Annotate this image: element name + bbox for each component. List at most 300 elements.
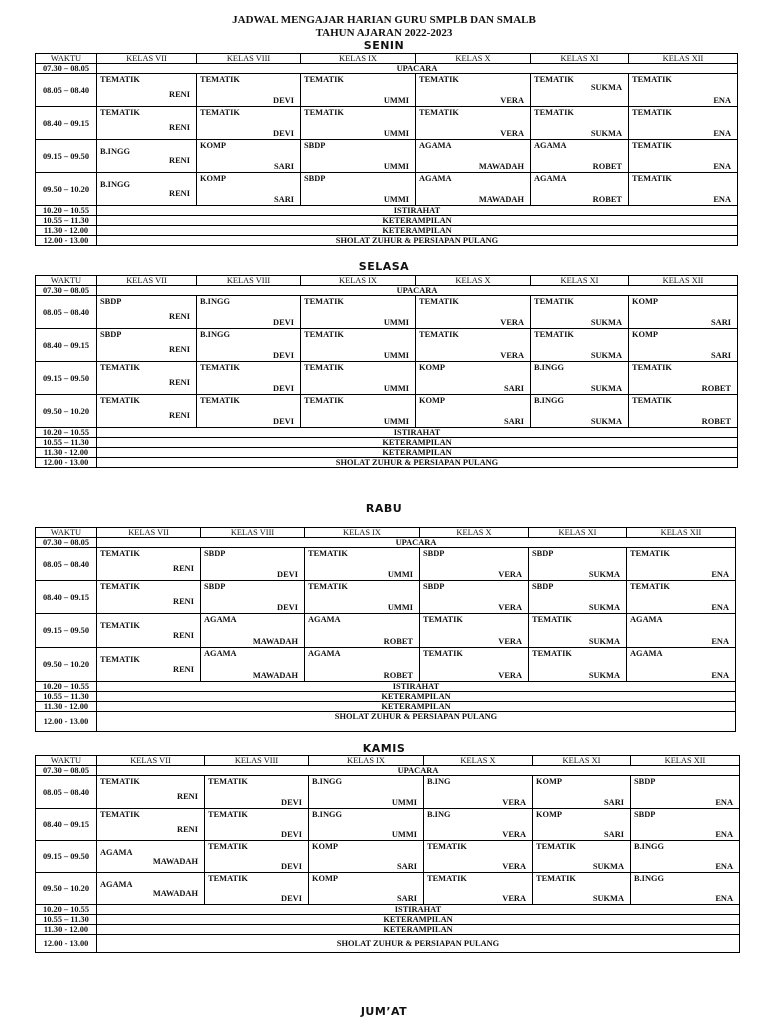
time-cell: 09.15 – 09.50 (36, 841, 97, 873)
teacher-name: SUKMA (590, 384, 622, 393)
lesson-cell (631, 841, 740, 873)
teacher-name: VERA (500, 351, 524, 360)
column-header: KELAS IX (305, 528, 420, 538)
teacher-name: UMMI (383, 129, 409, 138)
subject-label: TEMATIK (630, 549, 670, 558)
teacher-name: ENA (713, 96, 731, 105)
teacher-name: RENI (169, 123, 190, 132)
lesson-row (36, 873, 740, 905)
schedule-table-rabu (35, 527, 736, 732)
subject-label: SBDP (100, 330, 122, 339)
activity-label: ISTIRAHAT (97, 682, 736, 692)
teacher-name: SARI (273, 195, 294, 204)
break-row (36, 428, 738, 438)
subject-label: TEMATIK (100, 777, 140, 786)
subject-label: TEMATIK (208, 777, 248, 786)
subject-label: TEMATIK (100, 75, 140, 84)
subject-label: TEMATIK (208, 874, 248, 883)
column-header: KELAS VIII (197, 276, 301, 286)
teacher-name: ROBET (383, 637, 413, 646)
teacher-name: SARI (273, 162, 294, 171)
lesson-cell (531, 107, 629, 140)
subject-label: TEMATIK (419, 108, 459, 117)
lesson-cell (629, 107, 738, 140)
teacher-name: DEVI (273, 318, 294, 327)
header-row (36, 756, 740, 766)
subject-label: B.INGG (100, 147, 131, 156)
break-row (36, 206, 738, 216)
lesson-cell (197, 74, 301, 107)
subject-label: B.ING (427, 810, 451, 819)
time-cell: 07.30 – 08.05 (36, 286, 97, 296)
lesson-cell (627, 648, 736, 682)
lesson-row (36, 173, 738, 206)
time-cell: 10.20 – 10.55 (36, 428, 97, 438)
subject-label: TEMATIK (100, 655, 140, 664)
teacher-name: ENA (713, 162, 731, 171)
time-cell: 09.15 – 09.50 (36, 140, 97, 173)
column-header: WAKTU (36, 276, 97, 286)
subject-label: TEMATIK (427, 842, 467, 851)
time-cell: 08.05 – 08.40 (36, 776, 97, 809)
teacher-name: SARI (710, 351, 731, 360)
teacher-name: SUKMA (588, 603, 620, 612)
teacher-name: RENI (177, 825, 198, 834)
lesson-cell (424, 809, 533, 841)
subject-label: B.INGG (312, 810, 343, 819)
subject-label: AGAMA (100, 848, 133, 857)
teacher-name: UMMI (387, 603, 413, 612)
lesson-cell (529, 614, 627, 648)
break-row (36, 448, 738, 458)
teacher-name: RENI (173, 597, 194, 606)
subject-label: TEMATIK (423, 615, 463, 624)
subject-label: TEMATIK (632, 75, 672, 84)
subject-label: SBDP (304, 174, 326, 183)
subject-label: KOMP (200, 141, 227, 150)
lesson-cell (97, 173, 197, 206)
day-title-selasa: SELASA (358, 260, 410, 273)
teacher-name: RENI (169, 189, 190, 198)
break-row (36, 216, 738, 226)
teacher-name: RENI (169, 90, 190, 99)
lesson-cell (416, 329, 531, 362)
teacher-name: VERA (498, 603, 522, 612)
lesson-cell (531, 362, 629, 395)
lesson-cell (416, 173, 531, 206)
subject-label: SBDP (423, 582, 445, 591)
activity-label: SHOLAT ZUHUR & PERSIAPAN PULANG (97, 712, 736, 732)
subject-label: TEMATIK (208, 842, 248, 851)
subject-label: TEMATIK (534, 108, 574, 117)
subject-label: AGAMA (100, 880, 133, 889)
subject-label: TEMATIK (304, 75, 344, 84)
subject-label: B.INGG (534, 396, 565, 405)
teacher-name: RENI (169, 312, 190, 321)
upacara-label: UPACARA (97, 766, 740, 776)
time-cell: 08.40 – 09.15 (36, 581, 97, 614)
lesson-cell (629, 329, 738, 362)
teacher-name: ROBET (592, 162, 622, 171)
teacher-name: UMMI (391, 830, 417, 839)
subject-label: KOMP (632, 297, 659, 306)
subject-label: TEMATIK (200, 75, 240, 84)
teacher-name: ROBET (592, 195, 622, 204)
teacher-name: UMMI (383, 351, 409, 360)
lesson-cell (97, 809, 205, 841)
column-header: KELAS VII (97, 528, 201, 538)
lesson-cell (305, 581, 420, 614)
lesson-cell (97, 648, 201, 682)
column-header: KELAS XI (531, 54, 629, 64)
lesson-cell (97, 548, 201, 581)
teacher-name: ENA (713, 129, 731, 138)
subject-label: AGAMA (630, 615, 663, 624)
activity-label: SHOLAT ZUHUR & PERSIAPAN PULANG (97, 935, 740, 953)
lesson-cell (301, 140, 416, 173)
lesson-cell (627, 581, 736, 614)
subject-label: TEMATIK (532, 649, 572, 658)
lesson-cell (533, 873, 631, 905)
lesson-cell (309, 841, 424, 873)
subject-label: TEMATIK (632, 396, 672, 405)
lesson-cell (97, 873, 205, 905)
schedule-table-selasa (35, 275, 738, 468)
teacher-name: ENA (715, 894, 733, 903)
lesson-cell (424, 841, 533, 873)
lesson-cell (201, 581, 305, 614)
subject-label: TEMATIK (100, 621, 140, 630)
time-cell: 09.50 – 10.20 (36, 173, 97, 206)
time-cell: 08.40 – 09.15 (36, 329, 97, 362)
subject-label: SBDP (100, 297, 122, 306)
upacara-label: UPACARA (97, 286, 738, 296)
time-cell: 09.50 – 10.20 (36, 873, 97, 905)
subject-label: TEMATIK (419, 330, 459, 339)
break-row (36, 905, 740, 915)
lesson-row (36, 841, 740, 873)
teacher-name: MAWADAH (478, 195, 524, 204)
lesson-cell (629, 395, 738, 428)
lesson-cell (424, 873, 533, 905)
subject-label: TEMATIK (100, 396, 140, 405)
time-cell: 12.00 - 13.00 (36, 236, 97, 246)
teacher-name: VERA (498, 637, 522, 646)
time-cell: 10.20 – 10.55 (36, 206, 97, 216)
subject-label: SBDP (423, 549, 445, 558)
column-header: KELAS XII (629, 276, 738, 286)
subject-label: TEMATIK (304, 108, 344, 117)
column-header: KELAS X (424, 756, 533, 766)
lesson-cell (309, 873, 424, 905)
lesson-cell (97, 296, 197, 329)
time-cell: 07.30 – 08.05 (36, 64, 97, 74)
subject-label: AGAMA (419, 141, 452, 150)
subject-label: TEMATIK (308, 582, 348, 591)
lesson-cell (629, 140, 738, 173)
subject-label: KOMP (419, 363, 446, 372)
lesson-row (36, 362, 738, 395)
teacher-name: VERA (500, 96, 524, 105)
lesson-cell (301, 329, 416, 362)
teacher-name: DEVI (273, 351, 294, 360)
subject-label: KOMP (200, 174, 227, 183)
lesson-cell (629, 362, 738, 395)
teacher-name: SARI (503, 417, 524, 426)
subject-label: SBDP (634, 810, 656, 819)
subject-label: TEMATIK (419, 75, 459, 84)
lesson-cell (197, 362, 301, 395)
teacher-name: ENA (715, 830, 733, 839)
teacher-name: RENI (173, 564, 194, 573)
teacher-name: UMMI (383, 162, 409, 171)
activity-label: KETERAMPILAN (97, 915, 740, 925)
lesson-cell (533, 809, 631, 841)
subject-label: TEMATIK (419, 297, 459, 306)
teacher-name: ENA (711, 603, 729, 612)
lesson-cell (97, 776, 205, 809)
subject-label: TEMATIK (632, 141, 672, 150)
subject-label: TEMATIK (200, 396, 240, 405)
column-header: KELAS XII (627, 528, 736, 538)
teacher-name: DEVI (281, 798, 302, 807)
teacher-name: SUKMA (590, 318, 622, 327)
teacher-name: SUKMA (592, 862, 624, 871)
break-row (36, 458, 738, 468)
subject-label: TEMATIK (532, 615, 572, 624)
subject-label: TEMATIK (632, 108, 672, 117)
upacara-row (36, 766, 740, 776)
teacher-name: DEVI (273, 384, 294, 393)
subject-label: TEMATIK (304, 396, 344, 405)
activity-label: KETERAMPILAN (97, 226, 738, 236)
upacara-row (36, 286, 738, 296)
subject-label: TEMATIK (304, 363, 344, 372)
teacher-name: DEVI (281, 830, 302, 839)
subject-label: AGAMA (419, 174, 452, 183)
teacher-name: ENA (711, 671, 729, 680)
lesson-cell (416, 74, 531, 107)
subject-label: TEMATIK (632, 174, 672, 183)
teacher-name: SARI (603, 798, 624, 807)
subject-label: SBDP (532, 582, 554, 591)
subject-label: AGAMA (630, 649, 663, 658)
lesson-cell (197, 140, 301, 173)
column-header: KELAS VII (97, 276, 197, 286)
lesson-cell (309, 809, 424, 841)
time-cell: 11.30 - 12.00 (36, 702, 97, 712)
lesson-cell (629, 173, 738, 206)
time-cell: 12.00 - 13.00 (36, 458, 97, 468)
time-cell: 10.55 – 11.30 (36, 216, 97, 226)
lesson-cell (301, 173, 416, 206)
subject-label: TEMATIK (427, 874, 467, 883)
lesson-cell (305, 648, 420, 682)
teacher-name: SARI (396, 894, 417, 903)
subject-label: SBDP (304, 141, 326, 150)
subject-label: AGAMA (308, 649, 341, 658)
lesson-cell (531, 74, 629, 107)
lesson-cell (197, 296, 301, 329)
teacher-name: SARI (603, 830, 624, 839)
teacher-name: MAWADAH (478, 162, 524, 171)
break-row (36, 935, 740, 953)
subject-label: TEMATIK (536, 842, 576, 851)
subject-label: SBDP (204, 549, 226, 558)
lesson-cell (201, 648, 305, 682)
lesson-cell (424, 776, 533, 809)
column-header: KELAS XI (533, 756, 631, 766)
subject-label: KOMP (632, 330, 659, 339)
teacher-name: VERA (502, 862, 526, 871)
lesson-cell (416, 296, 531, 329)
teacher-name: VERA (500, 129, 524, 138)
lesson-cell (531, 296, 629, 329)
teacher-name: SARI (503, 384, 524, 393)
activity-label: KETERAMPILAN (97, 702, 736, 712)
lesson-cell (201, 548, 305, 581)
teacher-name: ROBET (383, 671, 413, 680)
time-cell: 10.20 – 10.55 (36, 905, 97, 915)
lesson-cell (301, 395, 416, 428)
day-title-jumat: JUM’AT (360, 1005, 408, 1018)
teacher-name: VERA (500, 318, 524, 327)
break-row (36, 702, 736, 712)
subject-label: TEMATIK (630, 582, 670, 591)
lesson-row (36, 548, 736, 581)
lesson-cell (197, 173, 301, 206)
lesson-cell (529, 548, 627, 581)
teacher-name: DEVI (281, 862, 302, 871)
column-header: KELAS IX (309, 756, 424, 766)
time-cell: 11.30 - 12.00 (36, 925, 97, 935)
subject-label: TEMATIK (304, 330, 344, 339)
teacher-name: SUKMA (588, 570, 620, 579)
teacher-name: VERA (498, 671, 522, 680)
upacara-row (36, 538, 736, 548)
break-row (36, 692, 736, 702)
teacher-name: ENA (711, 637, 729, 646)
lesson-cell (97, 614, 201, 648)
teacher-name: VERA (502, 798, 526, 807)
subject-label: TEMATIK (100, 582, 140, 591)
lesson-cell (420, 614, 529, 648)
teacher-name: DEVI (277, 603, 298, 612)
subject-label: TEMATIK (308, 549, 348, 558)
subject-label: TEMATIK (304, 297, 344, 306)
subject-label: B.INGG (634, 842, 665, 851)
time-cell: 08.05 – 08.40 (36, 548, 97, 581)
lesson-cell (627, 614, 736, 648)
lesson-cell (531, 173, 629, 206)
teacher-name: ENA (711, 570, 729, 579)
lesson-cell (301, 74, 416, 107)
teacher-name: ENA (715, 862, 733, 871)
lesson-cell (529, 581, 627, 614)
lesson-cell (197, 395, 301, 428)
teacher-name: RENI (169, 411, 190, 420)
lesson-cell (301, 362, 416, 395)
time-cell: 10.55 – 11.30 (36, 915, 97, 925)
lesson-cell (197, 329, 301, 362)
time-cell: 10.55 – 11.30 (36, 692, 97, 702)
lesson-cell (97, 362, 197, 395)
column-header: KELAS VIII (201, 528, 305, 538)
subject-label: TEMATIK (423, 649, 463, 658)
time-cell: 09.15 – 09.50 (36, 362, 97, 395)
lesson-row (36, 648, 736, 682)
day-title-rabu: RABU (365, 502, 403, 515)
subject-label: SBDP (204, 582, 226, 591)
lesson-cell (420, 648, 529, 682)
column-header: KELAS VIII (197, 54, 301, 64)
teacher-name: MAWADAH (252, 671, 298, 680)
header-row (36, 54, 738, 64)
break-row (36, 226, 738, 236)
day-title-kamis: KAMIS (362, 742, 406, 755)
column-header: KELAS IX (301, 276, 416, 286)
time-cell: 10.20 – 10.55 (36, 682, 97, 692)
time-cell: 08.05 – 08.40 (36, 296, 97, 329)
column-header: KELAS X (416, 276, 531, 286)
lesson-cell (629, 296, 738, 329)
lesson-cell (97, 140, 197, 173)
schedule-table-senin (35, 53, 738, 246)
lesson-row (36, 74, 738, 107)
time-cell: 08.40 – 09.15 (36, 107, 97, 140)
subject-label: TEMATIK (534, 330, 574, 339)
lesson-cell (97, 74, 197, 107)
teacher-name: VERA (502, 830, 526, 839)
lesson-cell (309, 776, 424, 809)
lesson-cell (305, 614, 420, 648)
subject-label: AGAMA (534, 141, 567, 150)
lesson-cell (197, 107, 301, 140)
lesson-row (36, 809, 740, 841)
column-header: KELAS XI (529, 528, 627, 538)
subject-label: KOMP (312, 842, 339, 851)
teacher-name: UMMI (383, 195, 409, 204)
time-cell: 11.30 - 12.00 (36, 226, 97, 236)
teacher-name: DEVI (281, 894, 302, 903)
subject-label: TEMATIK (534, 75, 574, 84)
column-header: KELAS VII (97, 54, 197, 64)
teacher-name: ENA (713, 195, 731, 204)
subject-label: TEMATIK (100, 810, 140, 819)
lesson-cell (416, 395, 531, 428)
subject-label: TEMATIK (534, 297, 574, 306)
column-header: KELAS IX (301, 54, 416, 64)
teacher-name: SUKMA (588, 637, 620, 646)
subject-label: B.INGG (634, 874, 665, 883)
subject-label: AGAMA (204, 649, 237, 658)
subject-label: B.INGG (534, 363, 565, 372)
break-row (36, 682, 736, 692)
time-cell: 10.55 – 11.30 (36, 438, 97, 448)
teacher-name: RENI (169, 378, 190, 387)
column-header: WAKTU (36, 54, 97, 64)
header-row (36, 528, 736, 538)
day-title-senin: SENIN (363, 39, 405, 52)
lesson-cell (97, 329, 197, 362)
teacher-name: MAWADAH (252, 637, 298, 646)
document-title: JADWAL MENGAJAR HARIAN GURU SMPLB DAN SMALB (232, 14, 536, 26)
teacher-name: SUKMA (588, 671, 620, 680)
upacara-label: UPACARA (97, 538, 736, 548)
break-row (36, 925, 740, 935)
break-row (36, 438, 738, 448)
lesson-cell (533, 841, 631, 873)
